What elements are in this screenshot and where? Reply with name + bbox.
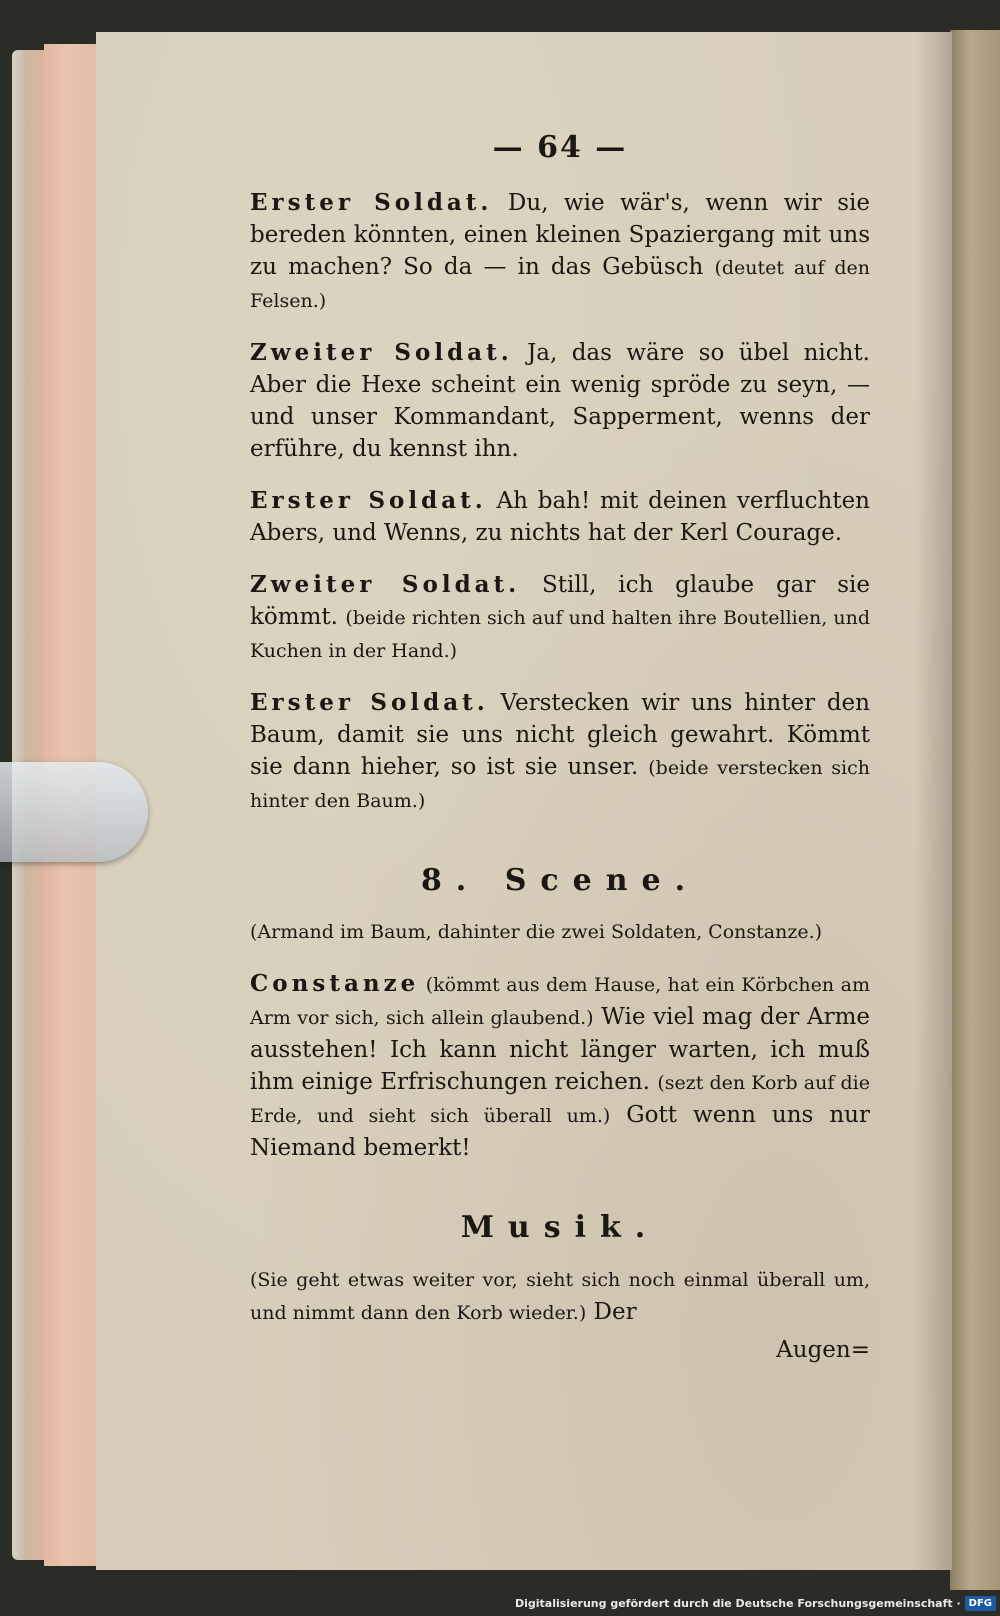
speaker-name: Zweiter Soldat. [250,571,521,598]
spoken-text: Gott wenn uns nur Niemand bemerkt! [250,1102,870,1161]
spoken-text: Verstecken wir uns hinter den Baum, damit sie uns nicht gleich gewahrt. Kömmt sie dann hieher, so ist sie unser. [250,690,870,780]
dialogue-paragraph [250,569,870,667]
stage-direction: (sezt den Korb auf die Erde, und sieht sich überall um.) [250,1072,870,1127]
digitization-footer [515,1592,996,1614]
music-paragraph [250,1263,870,1329]
music-heading: Musik. [460,1210,660,1245]
spoken-text: Ah bah! mit deinen verfluchten Abers, und Wenns, zu nichts hat der Kerl Courage. [250,488,870,546]
spoken-text: Still, ich glaube gar sie kömmt. [250,572,870,630]
speaker-name: Zweiter Soldat. [250,339,513,366]
constanze-paragraph [250,968,870,1164]
stage-direction: (deutet auf den Felsen.) [250,257,871,312]
speaker-name: Erster Soldat. [250,689,489,716]
speaker-name: Erster Soldat. [250,487,487,514]
catchword: Augen= [776,1337,870,1363]
page-text [250,130,870,1365]
page-clip [0,762,148,862]
speaker-name: Constanze [250,970,420,997]
dialogue-paragraph [250,687,870,817]
page-fold-shadow [915,32,952,1570]
spoken-text: Wie viel mag der Arme ausstehen! Ich kann nicht länger warten, ich muß ihm einige Erfrischungen reichen. [250,1004,870,1095]
dialogue-paragraph [250,337,870,465]
scene-direction: (Armand im Baum, dahinter die zwei Soldaten, Constanze.) [250,921,823,943]
dialogue-paragraph [250,485,870,549]
footer-credit: Digitalisierung gefördert durch die Deutsche Forschungsgemeinschaft · [514,1596,961,1610]
next-page-edge [950,30,1000,1590]
spoken-text: Ja, das wäre so übel nicht. Aber die Hexe scheint ein wenig spröde zu seyn, — und unser Kommandant, Sapperment, wenns der erführe, du kennst ihn. [250,340,870,462]
music-direction: (Sie geht etwas weiter vor, sieht sich noch einmal überall um, und nimmt dann den Korb wieder.) [250,1269,870,1324]
dialogue [250,187,870,817]
stage-direction: (beide verstecken sich hinter den Baum.) [250,757,870,812]
music-tail: Der [586,1299,637,1325]
dfg-logo: DFG [965,1596,996,1611]
speaker-name: Erster Soldat. [250,189,493,216]
stage-direction: (beide richten sich auf und halten ihre Boutellien, und Kuchen in der Hand.) [250,607,870,662]
stage-direction: (kömmt aus dem Hause, hat ein Körbchen am Arm vor sich, sich allein glaubend.) [250,974,870,1029]
dialogue-paragraph [250,187,870,317]
page-number: — 64 — [492,130,628,165]
scene-heading: 8. Scene. [420,863,700,898]
spoken-text: Du, wie wär's, wenn wir sie bereden könnten, einen kleinen Spaziergang mit uns zu machen? So da — in das Gebüsch [250,190,870,280]
